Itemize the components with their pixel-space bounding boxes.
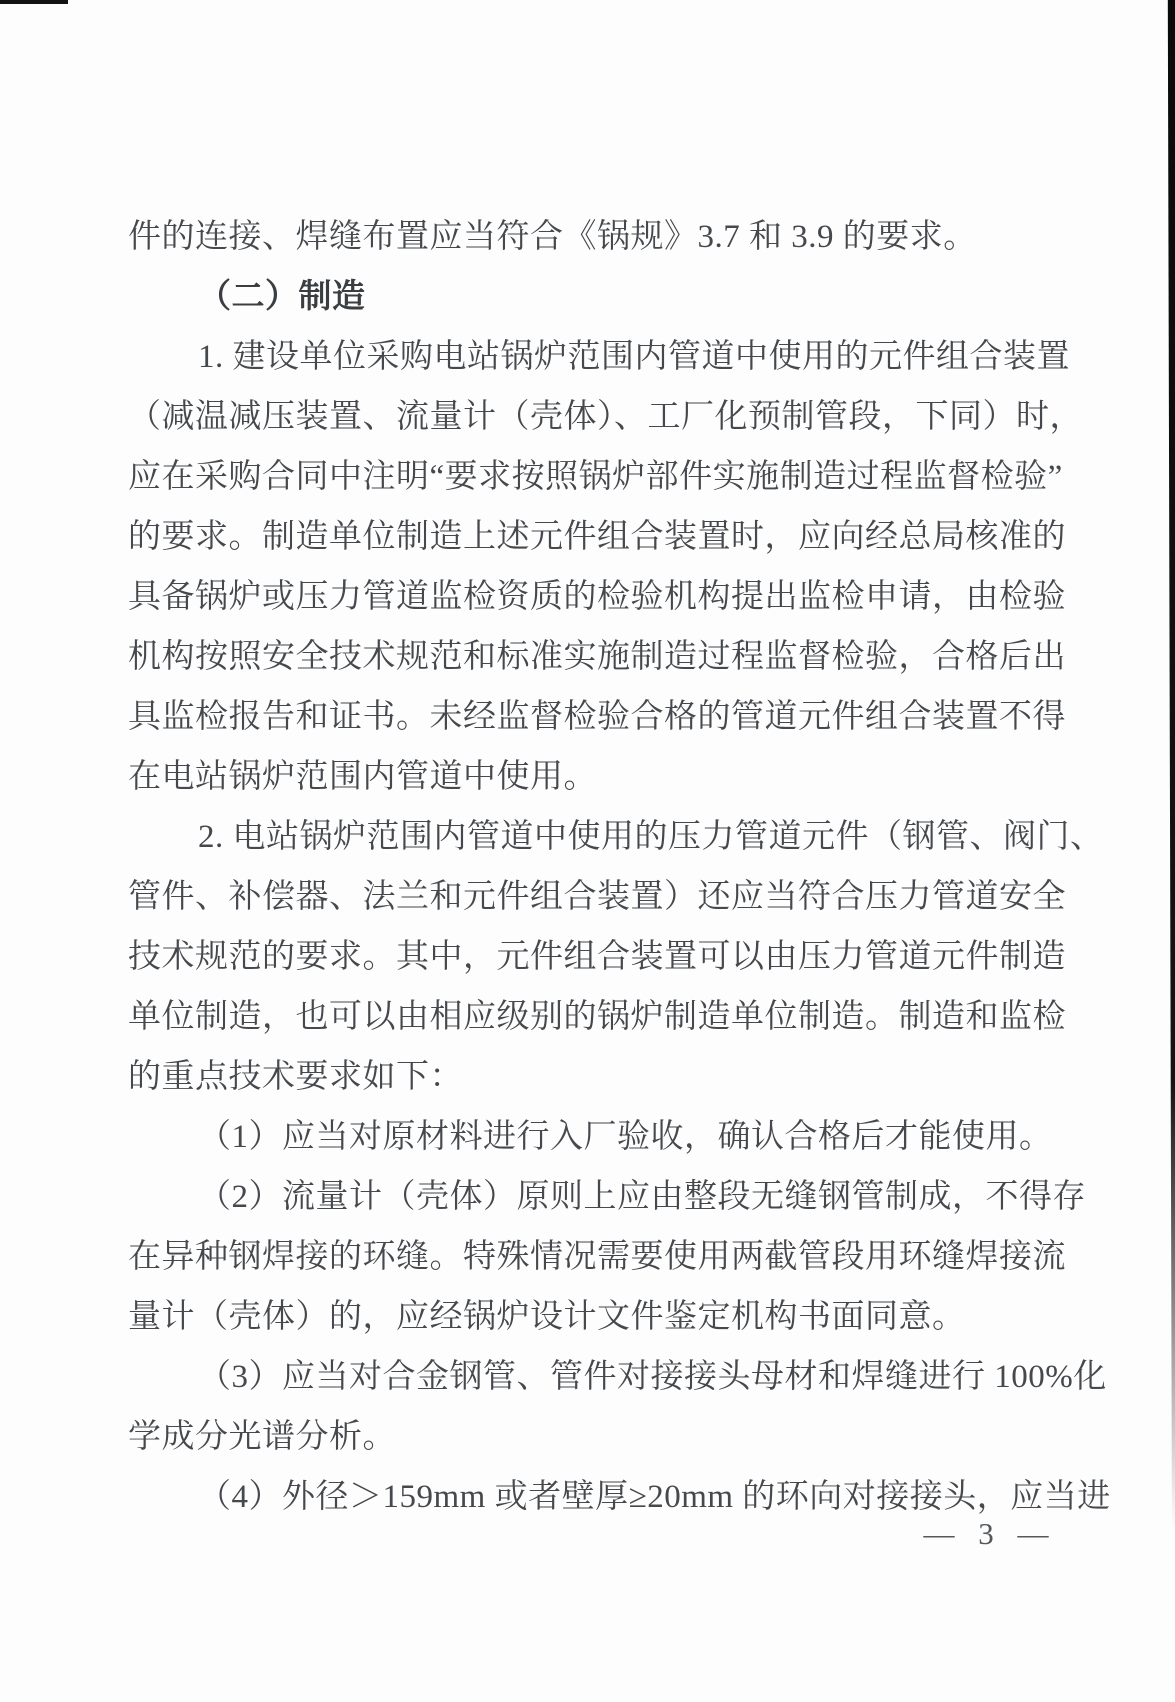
text-line: （1）应当对原材料进行入厂验收，确认合格后才能使用。 (198, 1119, 1053, 1155)
text-line: 管件、补偿器、法兰和元件组合装置）还应当符合压力管道安全 (128, 879, 1066, 915)
text-line: 量计（壳体）的，应经锅炉设计文件鉴定机构书面同意。 (128, 1299, 966, 1335)
text-line: 在电站锅炉范围内管道中使用。 (128, 759, 597, 795)
text-line: 单位制造，也可以由相应级别的锅炉制造单位制造。制造和监检 (128, 999, 1066, 1035)
text-line: （3）应当对合金钢管、管件对接接头母材和焊缝进行 100%化 (198, 1359, 1107, 1395)
text-line: 学成分光谱分析。 (128, 1419, 396, 1455)
text-line: 1. 建设单位采购电站锅炉范围内管道中使用的元件组合装置 (198, 339, 1070, 375)
text-line: 2. 电站锅炉范围内管道中使用的压力管道元件（钢管、阀门、 (198, 819, 1104, 855)
text-line: 应在采购合同中注明“要求按照锅炉部件实施制造过程监督检验” (128, 459, 1063, 495)
text-line: 的重点技术要求如下： (128, 1059, 463, 1095)
text-line: 具监检报告和证书。未经监督检验合格的管道元件组合装置不得 (128, 699, 1066, 735)
text-line: 机构按照安全技术规范和标准实施制造过程监督检验，合格后出 (128, 639, 1066, 675)
scan-artifact-top-left (0, 0, 68, 4)
text-line: 具备锅炉或压力管道监检资质的检验机构提出监检申请，由检验 (128, 579, 1066, 615)
text-line: 件的连接、焊缝布置应当符合《锅规》3.7 和 3.9 的要求。 (128, 219, 977, 255)
document-body (128, 207, 1111, 1527)
page-number: — 3 — (923, 1516, 1057, 1551)
text-line: （减温减压装置、流量计（壳体）、工厂化预制管段，下同）时， (128, 399, 1083, 435)
text-line: （4）外径＞159mm 或者壁厚≥20mm 的环向对接接头，应当进 (198, 1479, 1111, 1515)
text-line: 在异种钢焊接的环缝。特殊情况需要使用两截管段用环缝焊接流 (128, 1239, 1066, 1275)
text-line: 技术规范的要求。其中，元件组合装置可以由压力管道元件制造 (128, 939, 1066, 975)
scan-artifact-right-edge (1167, 0, 1175, 1545)
text-line: （2）流量计（壳体）原则上应由整段无缝钢管制成，不得存 (198, 1179, 1086, 1215)
text-line: 的要求。制造单位制造上述元件组合装置时，应向经总局核准的 (128, 519, 1066, 555)
section-heading: （二）制造 (198, 279, 366, 315)
